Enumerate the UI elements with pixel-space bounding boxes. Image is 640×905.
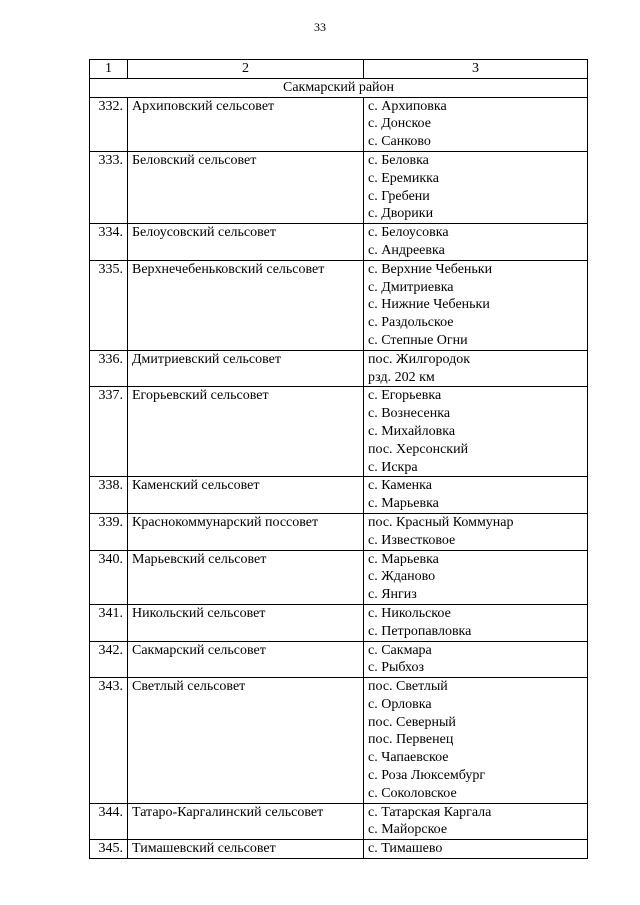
settlement-name: с. Янгиз	[368, 587, 417, 603]
row-number: 343.	[90, 678, 128, 804]
settlement-name: пос. Светлый	[368, 679, 448, 695]
column-header-3: 3	[364, 60, 588, 79]
council-name: Тимашевский сельсовет	[128, 840, 364, 859]
settlement-name: с. Орловка	[368, 696, 432, 712]
council-name: Марьевский сельсовет	[128, 550, 364, 604]
row-number: 339.	[90, 513, 128, 550]
settlement-name: с. Верхние Чебеньки	[368, 261, 493, 277]
table-row	[90, 97, 588, 151]
settlements-cell	[364, 151, 588, 223]
council-name: Светлый сельсовет	[128, 678, 364, 804]
settlement-name: с. Марьевка	[368, 551, 439, 567]
settlement-name: с. Майорское	[368, 822, 448, 838]
council-name: Егорьевский сельсовет	[128, 387, 364, 477]
row-number: 334.	[90, 224, 128, 261]
district-header-row	[90, 78, 588, 97]
settlement-name: с. Соколовское	[368, 785, 457, 801]
council-name: Краснокоммунарский поссовет	[128, 513, 364, 550]
column-header-row	[90, 60, 588, 79]
council-name: Татаро-Каргалинский сельсовет	[128, 803, 364, 840]
settlements-cell	[364, 604, 588, 641]
settlement-name: с. Андреевка	[368, 242, 445, 258]
row-number: 344.	[90, 803, 128, 840]
settlement-name: рзд. 202 км	[368, 369, 435, 385]
council-name: Никольский сельсовет	[128, 604, 364, 641]
row-number: 342.	[90, 641, 128, 678]
row-number: 336.	[90, 350, 128, 387]
table-row	[90, 224, 588, 261]
table-row	[90, 513, 588, 550]
settlement-name: с. Каменка	[368, 478, 432, 494]
settlements-cell	[364, 803, 588, 840]
table-row	[90, 641, 588, 678]
row-number: 332.	[90, 97, 128, 151]
council-name: Каменский сельсовет	[128, 477, 364, 514]
settlement-name: с. Роза Люксембург	[368, 768, 486, 784]
table-row	[90, 840, 588, 859]
settlements-cell	[364, 224, 588, 261]
settlement-name: с. Рыбхоз	[368, 660, 424, 676]
settlement-name: с. Жданово	[368, 569, 436, 585]
settlement-name: с. Гребени	[368, 188, 430, 204]
settlements-cell	[364, 550, 588, 604]
table-row	[90, 151, 588, 223]
settlement-name: с. Искра	[368, 459, 418, 475]
district-title: Сакмарский район	[90, 78, 588, 97]
row-number: 338.	[90, 477, 128, 514]
settlement-name: с. Петропавловка	[368, 623, 472, 639]
table-body	[90, 97, 588, 858]
row-number: 345.	[90, 840, 128, 859]
settlement-name: с. Раздольское	[368, 315, 454, 331]
table-row	[90, 477, 588, 514]
table-row	[90, 387, 588, 477]
council-name: Белоусовский сельсовет	[128, 224, 364, 261]
row-number: 341.	[90, 604, 128, 641]
settlements-cell	[364, 641, 588, 678]
settlement-name: с. Нижние Чебеньки	[368, 297, 490, 313]
settlement-name: с. Сакмара	[368, 642, 432, 658]
settlement-name: пос. Жилгородок	[368, 351, 470, 367]
table-row	[90, 350, 588, 387]
settlement-name: с. Марьевка	[368, 496, 439, 512]
column-header-1: 1	[90, 60, 128, 79]
settlement-name: с. Дмитриевка	[368, 279, 454, 295]
settlement-name: с. Михайловка	[368, 423, 456, 439]
settlement-name: с. Известковое	[368, 532, 456, 548]
column-header-2: 2	[128, 60, 364, 79]
settlement-name: с. Еремикка	[368, 170, 439, 186]
settlements-cell	[364, 477, 588, 514]
settlement-name: пос. Первенец	[368, 732, 454, 748]
settlement-name: с. Донское	[368, 116, 431, 132]
settlement-name: с. Татарская Каргала	[368, 804, 492, 820]
council-name: Архиповский сельсовет	[128, 97, 364, 151]
table-row	[90, 550, 588, 604]
row-number: 340.	[90, 550, 128, 604]
settlements-cell	[364, 260, 588, 350]
row-number: 337.	[90, 387, 128, 477]
settlement-name: пос. Северный	[368, 714, 456, 730]
table-row	[90, 678, 588, 804]
settlement-name: с. Белоусовка	[368, 225, 449, 241]
row-number: 333.	[90, 151, 128, 223]
settlement-name: с. Санково	[368, 134, 431, 150]
council-name: Верхнечебеньковский сельсовет	[128, 260, 364, 350]
settlements-cell	[364, 97, 588, 151]
settlements-cell	[364, 840, 588, 859]
page-number: 33	[314, 20, 326, 34]
table-row	[90, 604, 588, 641]
settlement-name: пос. Херсонский	[368, 441, 469, 457]
row-number: 335.	[90, 260, 128, 350]
table-row	[90, 260, 588, 350]
settlement-name: с. Степные Огни	[368, 332, 468, 348]
settlements-cell	[364, 513, 588, 550]
settlement-name: с. Егорьевка	[368, 388, 442, 404]
council-name: Беловский сельсовет	[128, 151, 364, 223]
table-row	[90, 803, 588, 840]
settlement-name: с. Дворики	[368, 206, 434, 222]
settlement-name: с. Беловка	[368, 152, 429, 168]
settlement-name: с. Вознесенка	[368, 406, 451, 422]
council-name: Сакмарский сельсовет	[128, 641, 364, 678]
settlements-cell	[364, 678, 588, 804]
settlement-name: с. Архиповка	[368, 98, 447, 114]
settlement-name: с. Чапаевское	[368, 750, 449, 766]
settlement-name: с. Тимашево	[368, 841, 443, 857]
settlements-table	[89, 59, 588, 859]
settlements-cell	[364, 387, 588, 477]
settlement-name: с. Никольское	[368, 605, 451, 621]
settlements-cell	[364, 350, 588, 387]
council-name: Дмитриевский сельсовет	[128, 350, 364, 387]
settlement-name: пос. Красный Коммунар	[368, 514, 514, 530]
